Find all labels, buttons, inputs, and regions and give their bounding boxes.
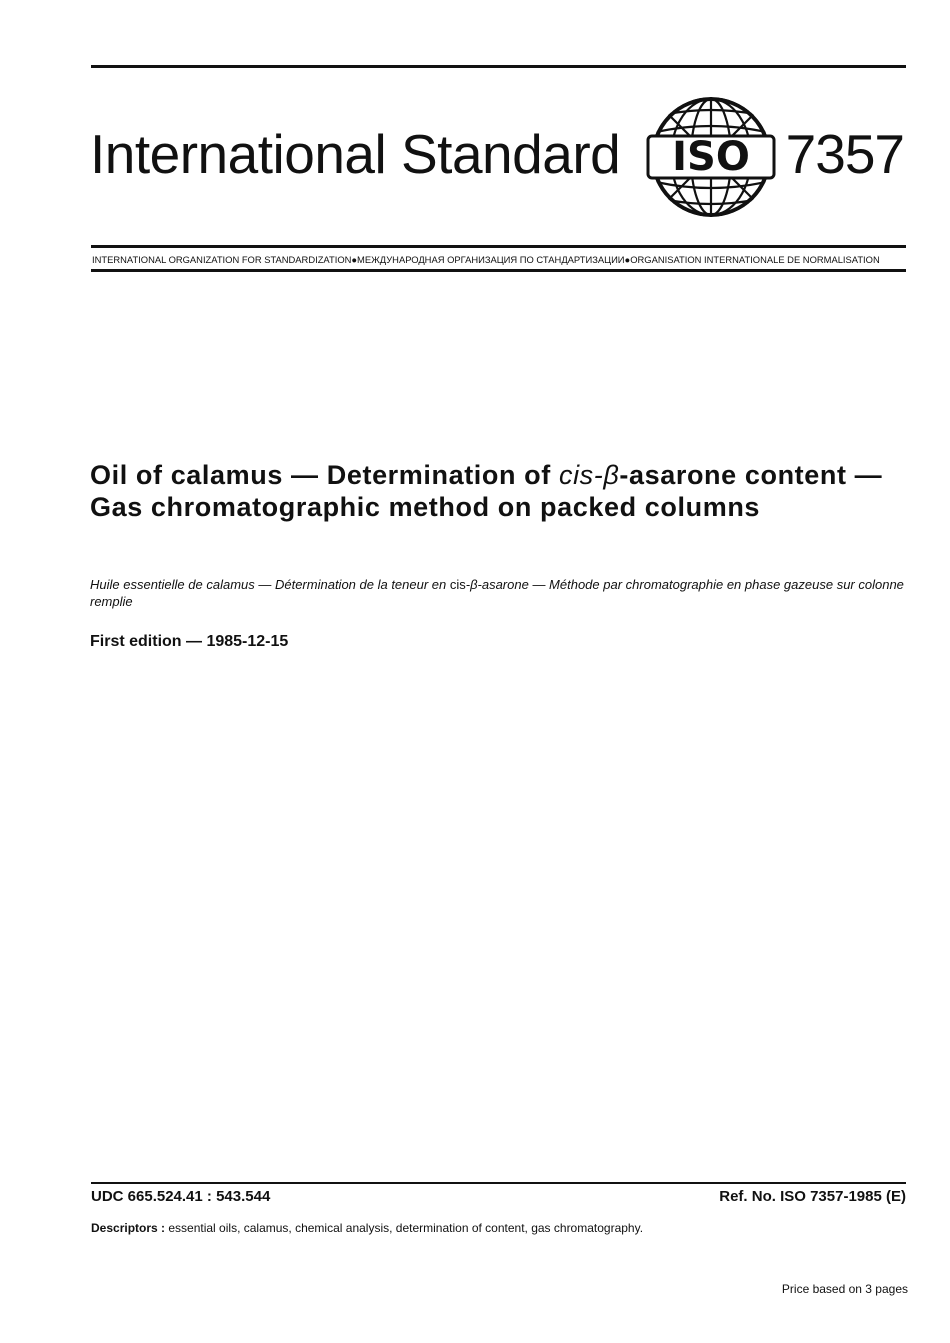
top-rule [91,65,906,68]
standard-number: 7357 [785,123,904,185]
title-italic: cis-β [558,460,620,490]
descriptors [91,1221,643,1236]
iso-logo-text: ISO [672,134,750,180]
descriptors-text: essential oils, calamus, chemical analysis, determination of content, gas chromatography. [165,1221,644,1235]
header-rule-upper [91,245,906,248]
iso-logo [646,92,776,222]
title-part-1: Oil of calamus — Determination of [90,460,559,490]
organization-names: INTERNATIONAL ORGANIZATION FOR STANDARDIZATION●МЕЖДУНАРОДНАЯ ОРГАНИЗАЦИЯ ПО СТАНДАРТИЗАЦИИ●ORGANISATION INTERNATIONALE DE NORMALISATION [92,254,880,265]
footer-rule [91,1182,906,1184]
edition-line: First edition — 1985-12-15 [90,633,289,650]
document-type: International Standard [90,123,621,185]
price-note: Price based on 3 pages [781,1282,908,1296]
udc-code: UDC 665.524.41 : 543.544 [91,1188,271,1205]
document-title [90,459,890,523]
french-title-upright: cis [449,577,466,592]
title-part-2: -asarone content — Gas chromatographic method on packed columns [90,460,883,522]
french-title [90,576,910,610]
french-title-part-2: -β-asarone — Méthode par chromatographie en phase gazeuse sur colonne remplie [90,577,904,609]
header-rule-lower [91,269,906,272]
french-title-part-1: Huile essentielle de calamus — Détermination de la teneur en [90,577,450,592]
reference-number: Ref. No. ISO 7357-1985 (E) [719,1188,906,1205]
descriptors-label: Descriptors : [91,1221,166,1235]
